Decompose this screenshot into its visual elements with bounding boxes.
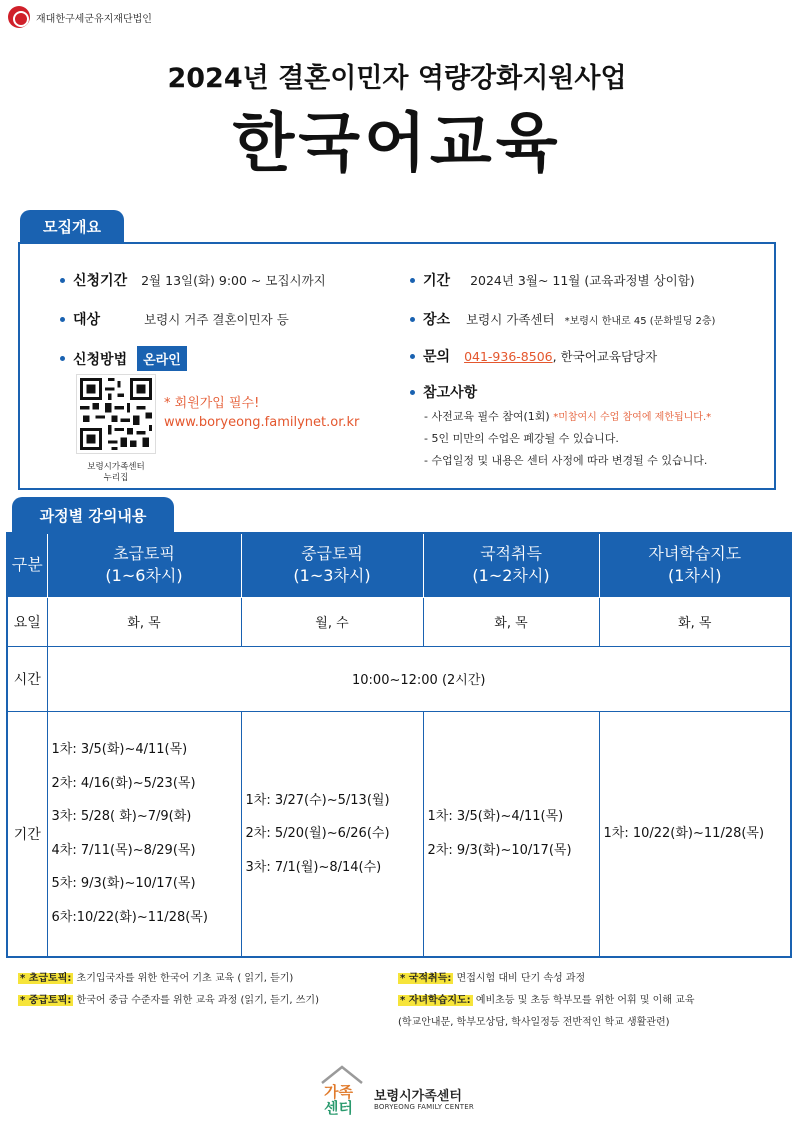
footnote-nationality (398, 968, 694, 990)
day-cell: 월, 수 (241, 597, 423, 646)
place-label: 장소 (423, 312, 451, 328)
website-link[interactable]: www.boryeong.familynet.or.kr (164, 415, 360, 430)
course-table (6, 532, 792, 958)
course-sessions: (1~6차시) (105, 566, 183, 586)
period-row (410, 270, 695, 290)
day-cell: 화, 목 (599, 597, 791, 646)
period-entry: 2차: 9/3(화)~10/17(목) (427, 842, 572, 858)
note-text-1: - 사전교육 필수 참여(1회) (424, 410, 550, 423)
place-row (410, 309, 715, 329)
course-name: 국적취득 (480, 544, 542, 564)
footnote-text: 한국어 중급 수준자를 위한 교육 과정 (읽기, 듣기, 쓰기) (73, 995, 319, 1006)
note-line-3: - 수업일정 및 내용은 센터 사정에 따라 변경될 수 있습니다. (424, 454, 708, 467)
bullet-icon (60, 356, 65, 361)
footnote-tag: * 초급토픽: (20, 973, 72, 984)
note-line-2: - 5인 미만의 수업은 폐강될 수 있습니다. (424, 432, 619, 445)
center-name: 보령시가족센터 (374, 1089, 462, 1104)
period-cell-intermediate (241, 711, 423, 957)
period-label: 기간 (423, 273, 451, 289)
center-name-english: BORYEONG FAMILY CENTER (374, 1103, 474, 1111)
footnote-text: 예비초등 및 초등 학부모를 위한 어휘 및 이해 교육 (472, 995, 695, 1006)
notes-heading-row (410, 382, 477, 402)
category-header: 구분 (7, 533, 47, 597)
period-entry: 1차: 3/27(수)~5/13(월) (245, 792, 390, 808)
apply-period-row (60, 270, 326, 290)
period-entry: 5차: 9/3(화)~10/17(목) (51, 876, 196, 892)
bullet-icon (410, 278, 415, 283)
target-label: 대상 (73, 312, 101, 328)
inquiry-label: 문의 (423, 349, 451, 365)
salvation-army-logo-icon (8, 6, 30, 28)
bullet-icon (410, 390, 415, 395)
bullet-icon (410, 354, 415, 359)
place-note: *보령시 한내로 45 (문화빌딩 2층) (564, 315, 716, 327)
footnote-tag: * 국적취득: (400, 973, 452, 984)
course-sessions: (1~2차시) (472, 566, 550, 586)
period-entry: 2차: 5/20(월)~6/26(수) (245, 826, 390, 841)
day-cell: 화, 목 (423, 597, 599, 646)
time-cell: 10:00~12:00 (2시간) (47, 646, 791, 711)
course-sessions: (1차시) (667, 566, 722, 586)
footnote-child-study-sub: (학교안내문, 학부모상담, 학사일정등 전반적인 학교 생활관련) (398, 1017, 670, 1028)
page-title: 한국어교육 (232, 107, 562, 181)
inquiry-phone-link[interactable]: 041-936-8506 (464, 348, 553, 364)
course-header-row (7, 533, 791, 597)
method-label: 신청방법 (73, 351, 128, 368)
period-cell-beginner (47, 711, 241, 957)
period-entry: 6차:10/22(화)~11/28(목) (51, 909, 208, 925)
course-sessions: (1~3차시) (293, 566, 371, 586)
period-entry: 1차: 3/5(화)~4/11(목) (51, 742, 188, 758)
day-label: 요일 (7, 597, 47, 646)
apply-period-value: 2월 13일(화) 9:00 ~ 모집시까지 (141, 273, 326, 288)
recruit-tab: 모집개요 (20, 210, 124, 242)
org-header (8, 6, 152, 28)
period-row-label: 기간 (7, 711, 47, 957)
period-cell-child-study (599, 711, 791, 957)
footnote-beginner (18, 968, 319, 990)
apply-period-label: 신청기간 (73, 273, 128, 289)
footnote-text: 초기입국자를 위한 한국어 기초 교육 ( 읽기, 듣기) (73, 973, 294, 984)
footnote-child-study (398, 990, 694, 1012)
course-header-child-study (599, 533, 791, 597)
footnote-intermediate (18, 990, 319, 1012)
family-center-house-icon (318, 1063, 366, 1115)
inquiry-row (410, 346, 657, 366)
table-row-time (7, 646, 791, 711)
bullet-icon (60, 317, 65, 322)
course-header-intermediate (241, 533, 423, 597)
footnotes-left (18, 968, 319, 1012)
bullet-icon (410, 317, 415, 322)
note-line-1 (424, 408, 711, 424)
period-entry: 3차: 5/28( 화)~7/9(화) (51, 809, 192, 825)
period-entry: 1차: 10/22(화)~11/28(목) (603, 826, 765, 841)
period-entry: 3차: 7/1(월)~8/14(수) (245, 859, 382, 875)
member-required-text: * 회원가입 필수! (164, 396, 260, 411)
method-online-badge: 온라인 (137, 346, 187, 371)
target-row (60, 309, 289, 329)
period-cell-nationality (423, 711, 599, 957)
qr-caption-line-1: 보령시가족센터 (87, 462, 145, 472)
qr-code-icon (76, 374, 156, 454)
period-value: 2024년 3월~ 11월 (교육과정별 상이함) (470, 273, 695, 288)
page-subtitle: 2024년 결혼이민자 역량강화지원사업 (167, 63, 627, 94)
family-center-logo (318, 1063, 498, 1117)
course-name: 중급토픽 (301, 544, 363, 564)
footnote-tag: * 자녀학습지도: (400, 995, 471, 1006)
bullet-icon (60, 278, 65, 283)
day-cell: 화, 목 (47, 597, 241, 646)
place-value: 보령시 가족센터 (466, 312, 555, 327)
table-row-periods (7, 711, 791, 957)
course-name: 초급토픽 (113, 544, 175, 564)
inquiry-value: , 한국어교육담당자 (552, 349, 658, 364)
note-warning: *미참여시 수업 참여에 제한됩니다.* (553, 412, 712, 423)
courses-tab: 과정별 강의내용 (12, 497, 174, 532)
target-value: 보령시 거주 결혼이민자 등 (144, 312, 289, 327)
course-name: 자녀학습지도 (648, 544, 742, 564)
period-entry: 1차: 3/5(화)~4/11(목) (427, 809, 564, 825)
table-row-days (7, 597, 791, 646)
logo-text-bottom: 센터 (324, 1099, 353, 1115)
footnotes-right (398, 968, 694, 1034)
method-row (60, 346, 187, 371)
footnote-text: 면접시험 대비 단기 속성 과정 (453, 973, 586, 984)
period-entry: 4차: 7/11(목)~8/29(목) (51, 842, 196, 858)
qr-caption (60, 462, 172, 484)
period-entry: 2차: 4/16(화)~5/23(목) (51, 775, 196, 791)
notes-label: 참고사항 (423, 385, 478, 401)
time-label: 시간 (7, 646, 47, 711)
member-note (164, 394, 359, 432)
course-header-nationality (423, 533, 599, 597)
course-header-beginner (47, 533, 241, 597)
footnote-tag: * 중급토픽: (20, 995, 72, 1006)
qr-caption-line-2: 누리집 (103, 473, 129, 483)
logo-text-top: 가족 (324, 1083, 353, 1101)
org-name: 재대한구세군유지재단법인 (36, 13, 152, 25)
